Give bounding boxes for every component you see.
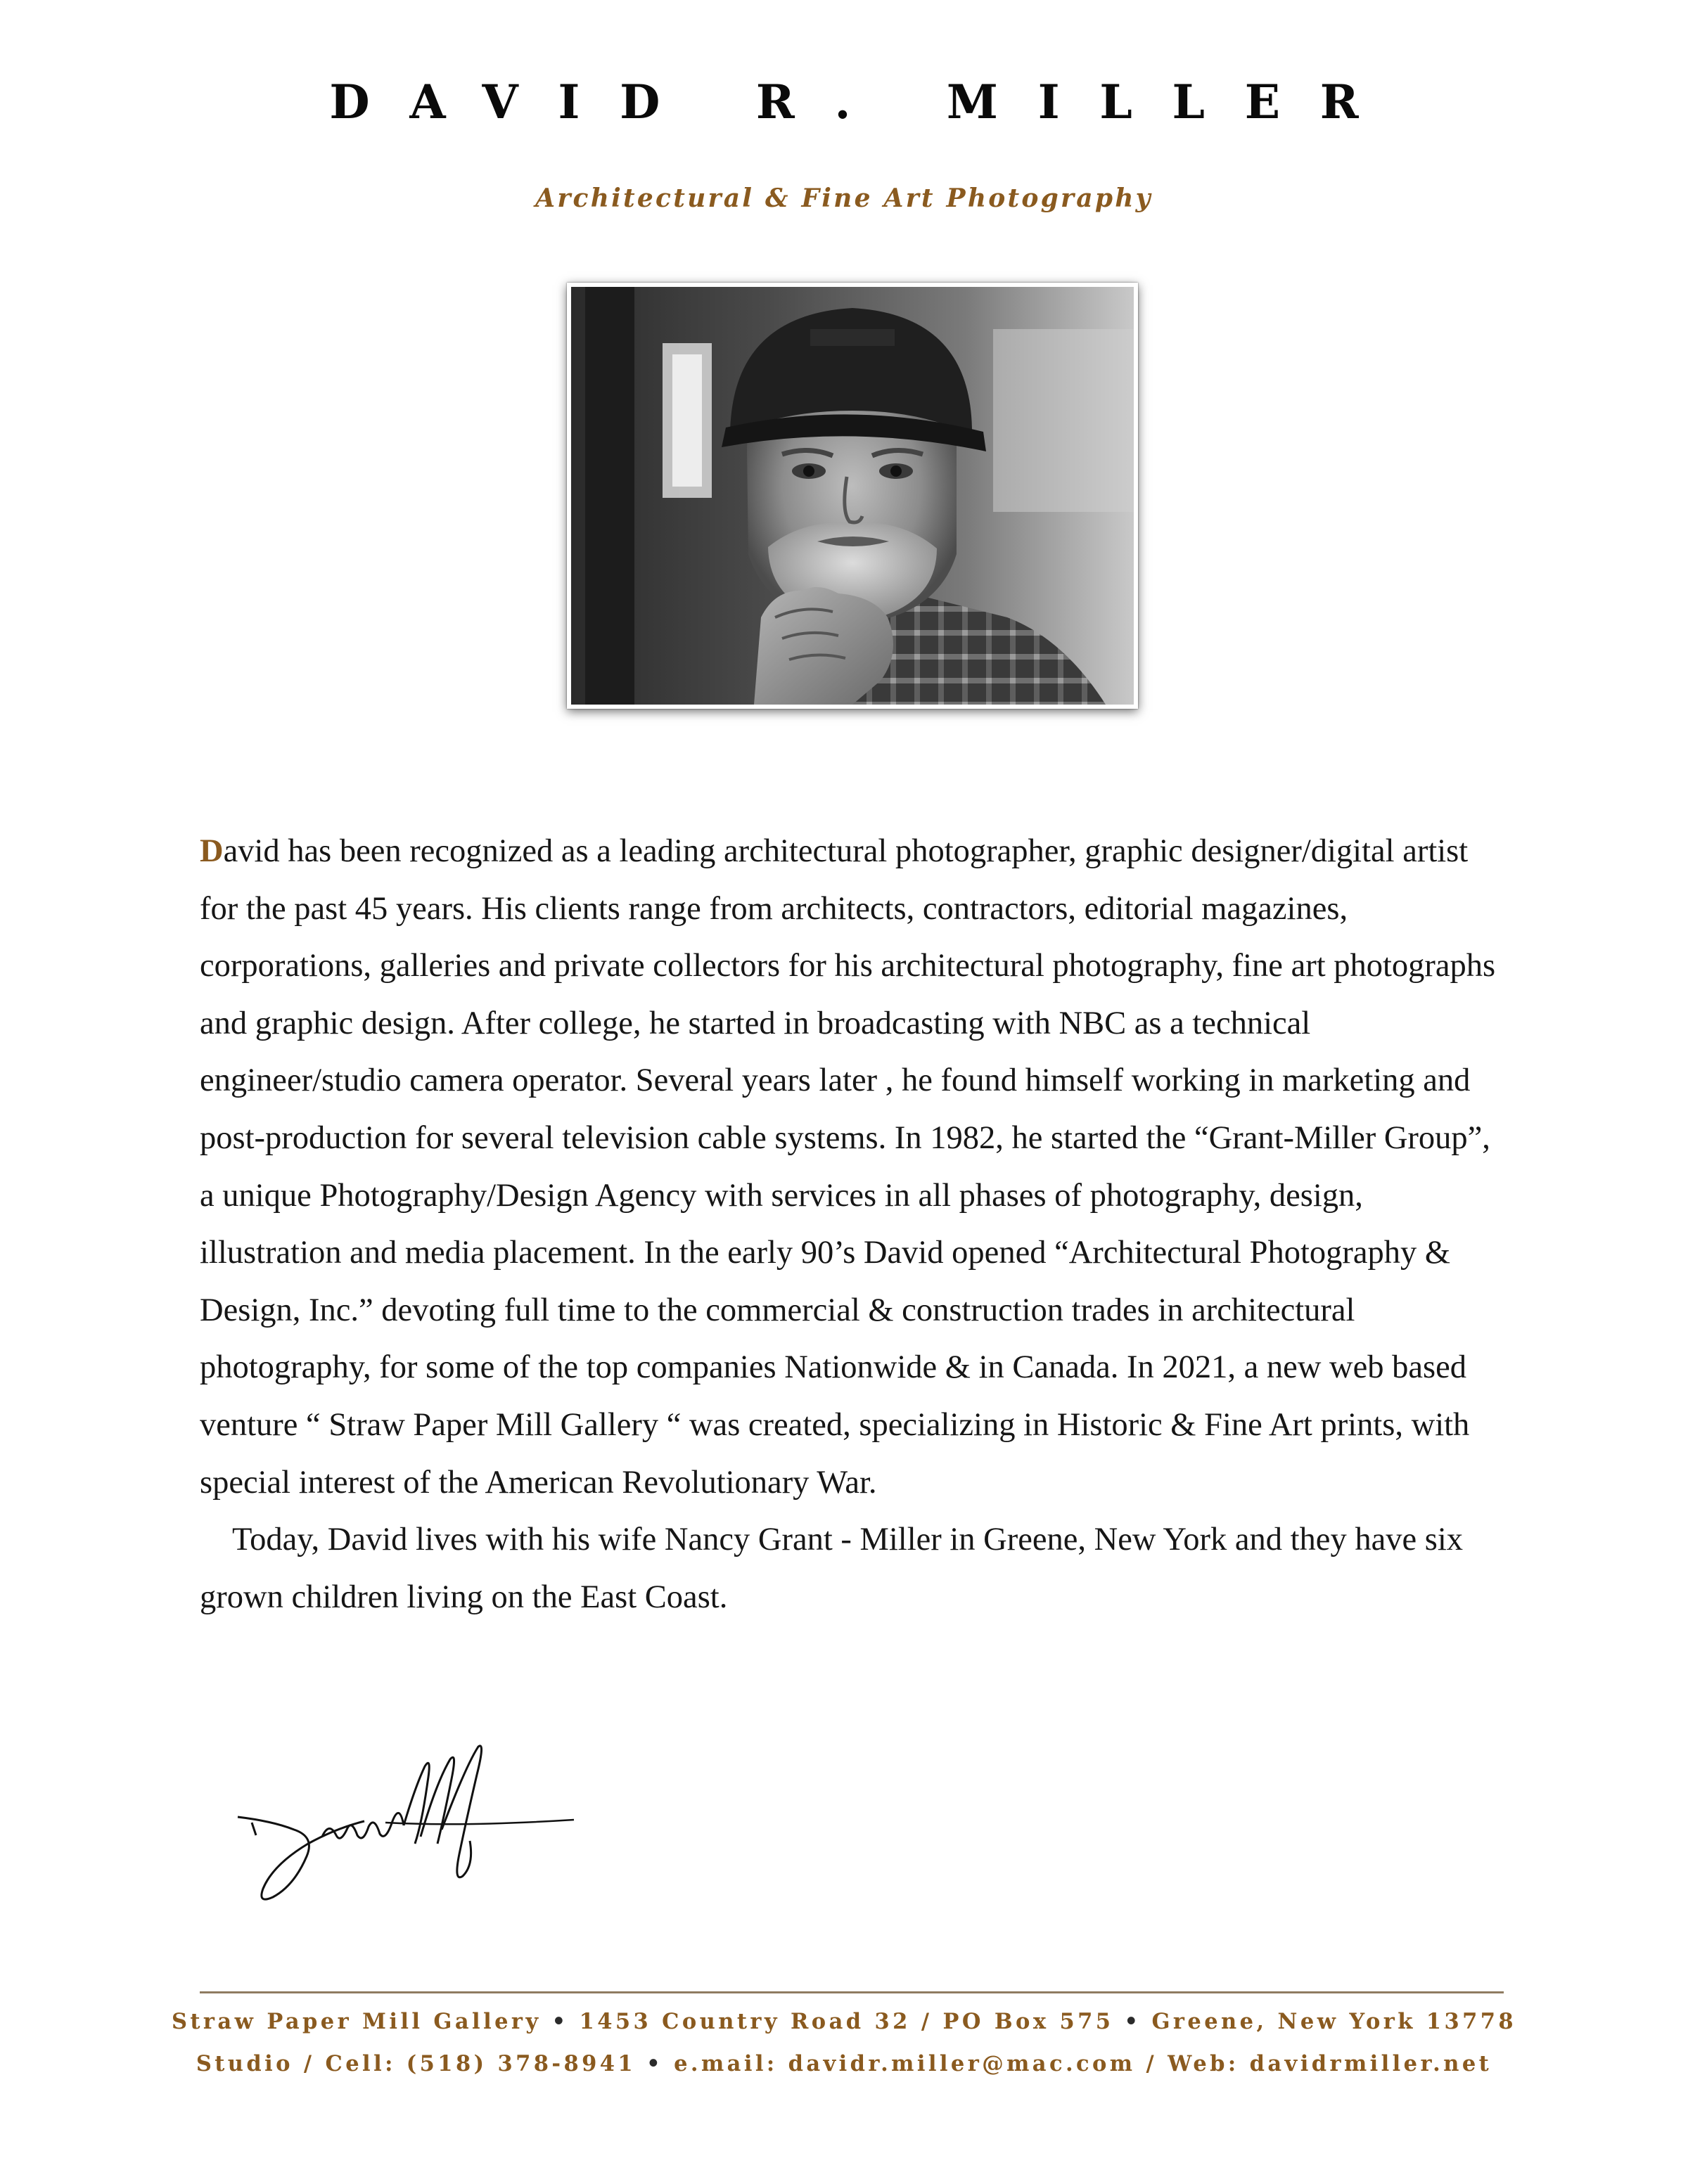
street-address: 1453 Country Road 32 / PO Box 575 [579, 2009, 1114, 2034]
bullet-separator: • [646, 2051, 664, 2076]
bullet-separator: • [1124, 2009, 1142, 2034]
bio-paragraph-1 [200, 823, 1508, 1511]
bio-paragraph-2: Today, David lives with his wife Nancy Grant - Miller in Greene, New York and they have six grown children living on the East Coast. [200, 1522, 1463, 1615]
letterhead [0, 75, 1688, 213]
city-state-zip: Greene, New York 13778 [1151, 2009, 1517, 2034]
tagline: Architectural & Fine Art Photography [535, 184, 1153, 213]
email-and-web: e.mail: davidr.miller@mac.com / Web: davidrmiller.net [674, 2051, 1492, 2076]
photographer-name: DAVID R. MILLER [329, 75, 1399, 129]
footer-contact-line [0, 2053, 1688, 2075]
footer-divider [200, 1991, 1504, 1993]
bio-paragraph-1-text: avid has been recognized as a leading architectural photographer, graphic designer/digital artist for the past 45 years. His clients range from architects, contractors, editorial magazines, corporations, galleries and private collectors for his architectural photography, fine art photographs and graphic design. After college, he started in broadcasting with NBC as a technical engineer/studio camera operator. Several years later , he found himself working in marketing and post-production for several television cable systems. In 1982, he started the “Grant-Miller Group”, a unique Photography/Design Agency with services in all phases of photography, design, illustration and media placement. In the early 90’s David opened “Architectural Photography & Design, Inc.” devoting full time to the commercial & construction trades in architectural photography, for some of the top companies Nationwide & in Canada. In 2021, a new web based venture “ Straw Paper Mill Gallery “ was created, specializing in Historic & Fine Art prints, with special interest of the American Revolutionary War. [200, 833, 1496, 1501]
gallery-name: Straw Paper Mill Gallery [171, 2009, 542, 2034]
portrait-photo [567, 283, 1138, 709]
biography [200, 823, 1508, 1626]
handwritten-signature [231, 1738, 582, 1914]
phone-number: Studio / Cell: (518) 378-8941 [196, 2051, 637, 2076]
drop-cap: D [200, 833, 224, 869]
bullet-separator: • [551, 2009, 569, 2034]
footer-address-line [0, 2011, 1688, 2033]
portrait-image [571, 287, 1134, 705]
